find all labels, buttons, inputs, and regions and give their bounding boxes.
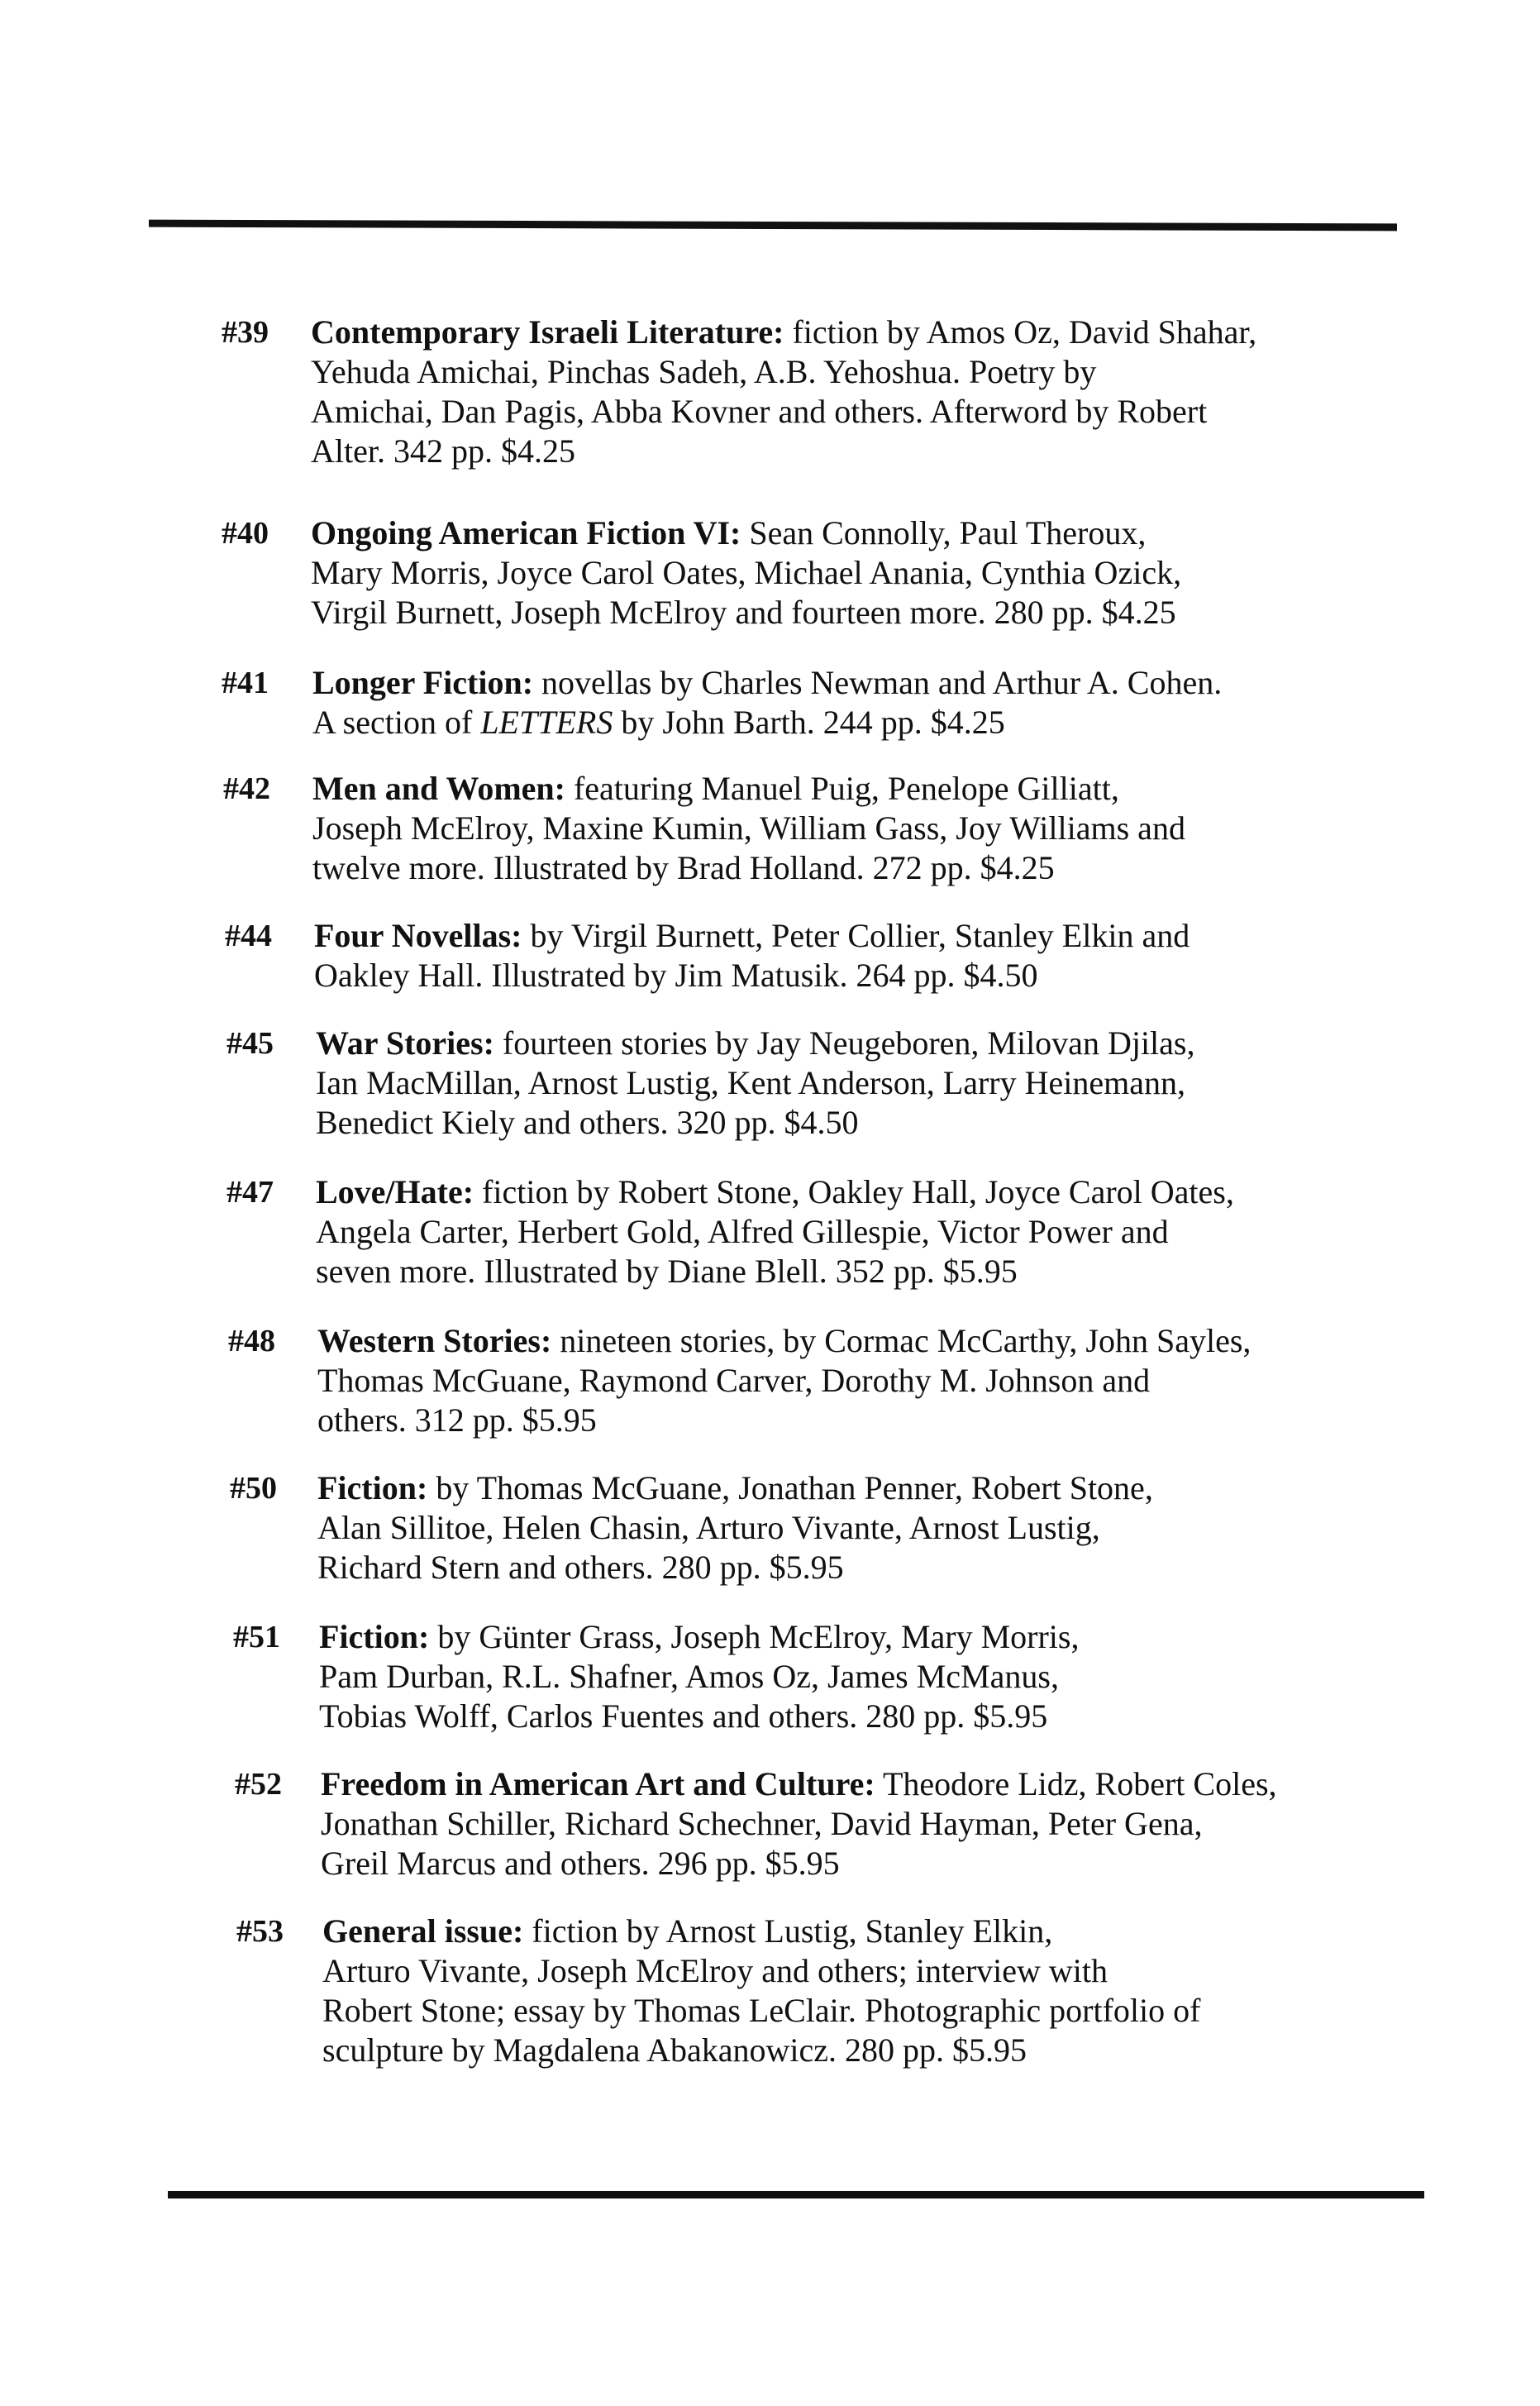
issue-description: Fiction: by Günter Grass, Joseph McElroy, Mary Morris, Pam Durban, R.L. Shafner, Amos Oz, James McManus, Tobias Wolff, Carlos Fuentes and others. 280 pp. $5.95 <box>319 1618 1080 1735</box>
issue-number: #44 <box>225 919 272 953</box>
issue-description: Four Novellas: by Virgil Burnett, Peter Collier, Stanley Elkin and Oakley Hall. Illustrated by Jim Matusik. 264 pp. $4.50 <box>314 917 1190 994</box>
issue-title: Fiction: <box>317 1469 428 1506</box>
issue-description: Western Stories: nineteen stories, by Cormac McCarthy, John Sayles, Thomas McGuane, Raymond Carver, Dorothy M. Johnson and others. 312 pp. $5.95 <box>317 1322 1252 1439</box>
issue-number: #50 <box>230 1471 277 1506</box>
issue-description: Love/Hate: fiction by Robert Stone, Oakley Hall, Joyce Carol Oates, Angela Carter, Herbert Gold, Alfred Gillespie, Victor Power and seven more. Illustrated by Diane Blell. 352 pp. $5.95 <box>316 1173 1234 1290</box>
issue-title: Men and Women: <box>312 770 565 807</box>
issue-title: Freedom in American Art and Culture: <box>321 1765 875 1802</box>
issue-number: #53 <box>236 1914 284 1949</box>
issue-number: #51 <box>233 1620 280 1654</box>
issue-title: General issue: <box>322 1912 524 1950</box>
issue-description: Longer Fiction: novellas by Charles Newman and Arthur A. Cohen. A section of LETTERS by John Barth. 244 pp. $4.25 <box>312 664 1223 741</box>
issue-description: War Stories: fourteen stories by Jay Neugeboren, Milovan Djilas, Ian MacMillan, Arnost Lustig, Kent Anderson, Larry Heinemann, Benedict Kiely and others. 320 pp. $4.50 <box>316 1024 1195 1141</box>
bottom-rule <box>168 2191 1424 2198</box>
issue-title: Love/Hate: <box>316 1173 474 1210</box>
issue-title: War Stories: <box>316 1024 494 1062</box>
issue-description: Men and Women: featuring Manuel Puig, Penelope Gilliatt, Joseph McElroy, Maxine Kumin, William Gass, Joy Williams and twelve more. Illustrated by Brad Holland. 272 pp. $4.25 <box>312 770 1185 886</box>
issue-number: #48 <box>228 1324 275 1358</box>
italic-title: LETTERS <box>480 704 613 741</box>
issue-title: Longer Fiction: <box>312 664 534 701</box>
issue-title: Western Stories: <box>317 1322 552 1359</box>
issue-title: Fiction: <box>319 1618 430 1655</box>
issue-number: #47 <box>226 1175 274 1210</box>
issue-title: Contemporary Israeli Literature: <box>311 313 784 351</box>
issue-description: Fiction: by Thomas McGuane, Jonathan Penner, Robert Stone, Alan Sillitoe, Helen Chasin, Arturo Vivante, Arnost Lustig, Richard Stern and others. 280 pp. $5.95 <box>317 1469 1153 1586</box>
issue-number: #42 <box>223 771 270 806</box>
issue-number: #45 <box>226 1026 274 1061</box>
issue-description: Contemporary Israeli Literature: fiction by Amos Oz, David Shahar, Yehuda Amichai, Pinchas Sadeh, A.B. Yehoshua. Poetry by Amichai, Dan Pagis, Abba Kovner and others. Afterword by Robert Alter. 342 pp. $4.25 <box>311 313 1257 470</box>
issue-title: Four Novellas: <box>314 917 522 954</box>
issue-number: #39 <box>222 315 269 350</box>
issue-number: #41 <box>222 666 269 700</box>
top-rule <box>149 220 1397 232</box>
issue-description: Ongoing American Fiction VI: Sean Connolly, Paul Theroux, Mary Morris, Joyce Carol Oates, Michael Anania, Cynthia Ozick, Virgil Burnett, Joseph McElroy and fourteen more. 280 pp. $4.25 <box>311 514 1182 631</box>
issue-number: #52 <box>235 1767 282 1802</box>
issue-title: Ongoing American Fiction VI: <box>311 514 741 551</box>
issue-description: General issue: fiction by Arnost Lustig, Stanley Elkin, Arturo Vivante, Joseph McElroy and others; interview with Robert Stone; essay by Thomas LeClair. Photographic portfolio of sculpture by Magdalena Abakanowicz. 280 pp. $5.95 <box>322 1912 1201 2069</box>
issue-description: Freedom in American Art and Culture: Theodore Lidz, Robert Coles, Jonathan Schiller, Richard Schechner, David Hayman, Peter Gena, Greil Marcus and others. 296 pp. $5.95 <box>321 1765 1277 1882</box>
issue-number: #40 <box>222 516 269 551</box>
